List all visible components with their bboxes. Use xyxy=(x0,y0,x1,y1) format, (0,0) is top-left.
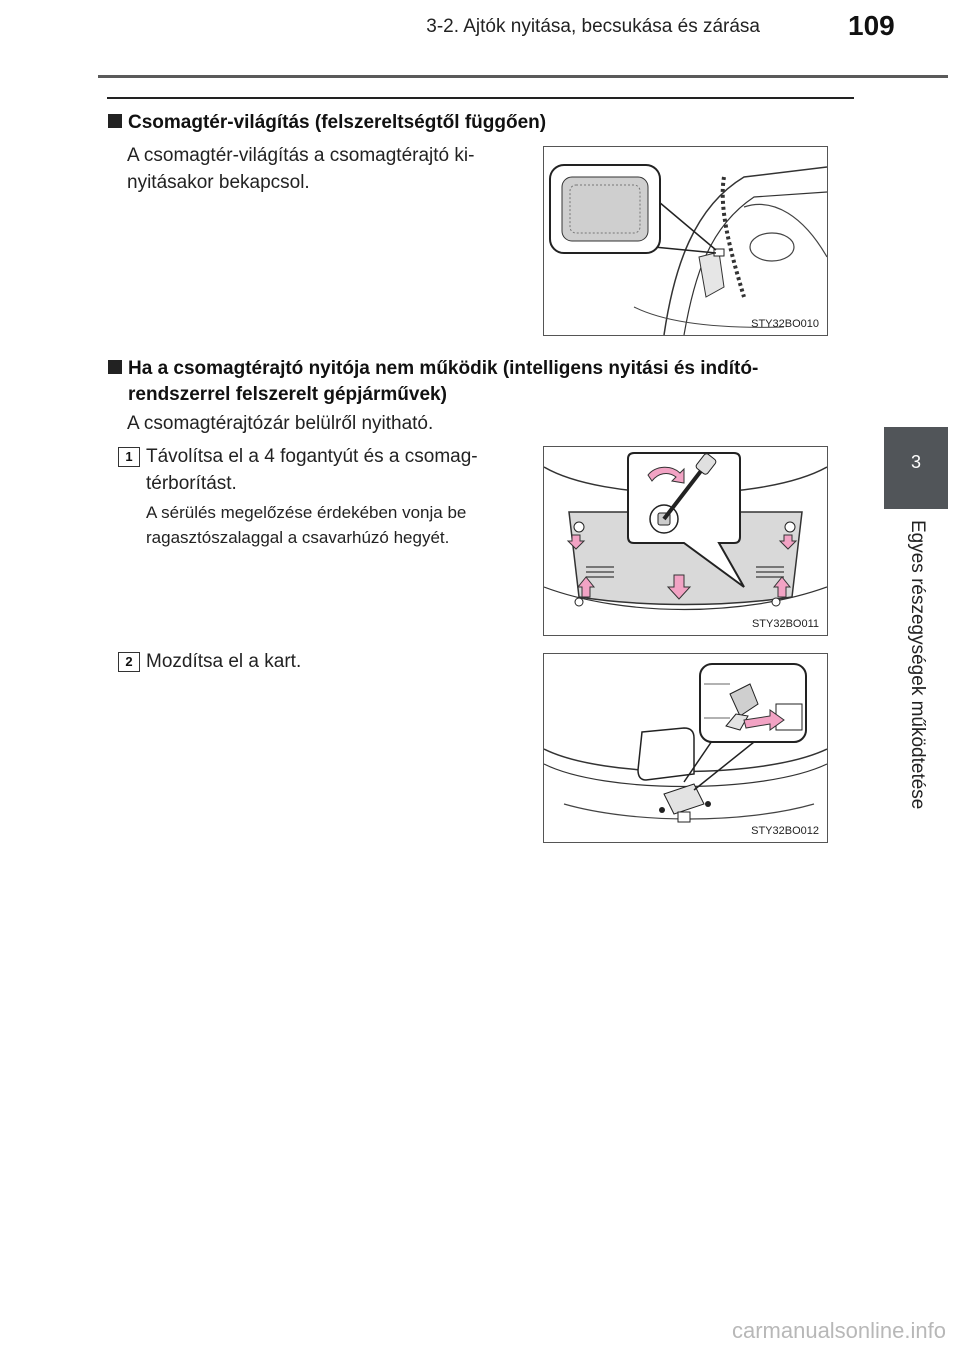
bullet-square-icon xyxy=(108,114,122,128)
step-2-badge: 2 xyxy=(118,652,140,672)
figure-code: STY32BO011 xyxy=(751,618,819,630)
header-chapter-title: 3-2. Ajtók nyitása, becsukása és zárása xyxy=(426,16,760,37)
section2-heading xyxy=(108,356,854,408)
step-1-text-line1: Távolítsa el a 4 fogantyút és a csomag- xyxy=(146,446,478,467)
lever-illustration xyxy=(544,654,827,842)
figure-code: STY32BO010 xyxy=(751,318,819,330)
figure-code: STY32BO012 xyxy=(751,825,819,837)
page-number: 109 xyxy=(848,10,895,41)
step-2-text: Mozdítsa el a kart. xyxy=(146,651,302,672)
header-rule xyxy=(98,75,948,78)
section1-text-line2: nyitásakor bekapcsol. xyxy=(127,172,310,193)
step-1-badge: 1 xyxy=(118,447,140,467)
step-1-text-line2: térborítást. xyxy=(146,473,237,494)
step-1-note-line1: A sérülés megelőzése érdekében vonja be xyxy=(146,503,467,522)
figure-luggage-light xyxy=(543,146,828,336)
watermark[interactable]: carmanualsonline.info xyxy=(731,1318,946,1343)
section1-text xyxy=(127,142,522,196)
trim-removal-illustration xyxy=(544,447,827,635)
chapter-tab: 3 xyxy=(884,427,948,509)
section1-heading-text: Csomagtér-világítás (felszereltségtől függően) xyxy=(128,112,547,133)
figure-lever xyxy=(543,653,828,843)
section2-heading-line1: Ha a csomagtérajtó nyitója nem működik (intelligens nyitási és indító- xyxy=(128,358,759,379)
figure-trim-removal xyxy=(543,446,828,636)
section1-text-line1: A csomagtér-világítás a csomagtérajtó ki- xyxy=(127,145,475,166)
step-1-note-line2: ragasztószalaggal a csavarhúzó hegyét. xyxy=(146,528,450,547)
luggage-light-illustration xyxy=(544,147,827,335)
chapter-tab-label: Egyes részegységek működtetése xyxy=(907,520,928,810)
section-rule xyxy=(107,97,854,99)
section2-intro: A csomagtérajtózár belülről nyitható. xyxy=(127,413,434,434)
section2-heading-line2: rendszerrel felszerelt gépjárművek) xyxy=(128,384,447,405)
bullet-square-icon xyxy=(108,360,122,374)
step-1-note xyxy=(146,500,522,550)
step-1-text xyxy=(146,443,522,497)
section1-heading xyxy=(108,110,546,136)
